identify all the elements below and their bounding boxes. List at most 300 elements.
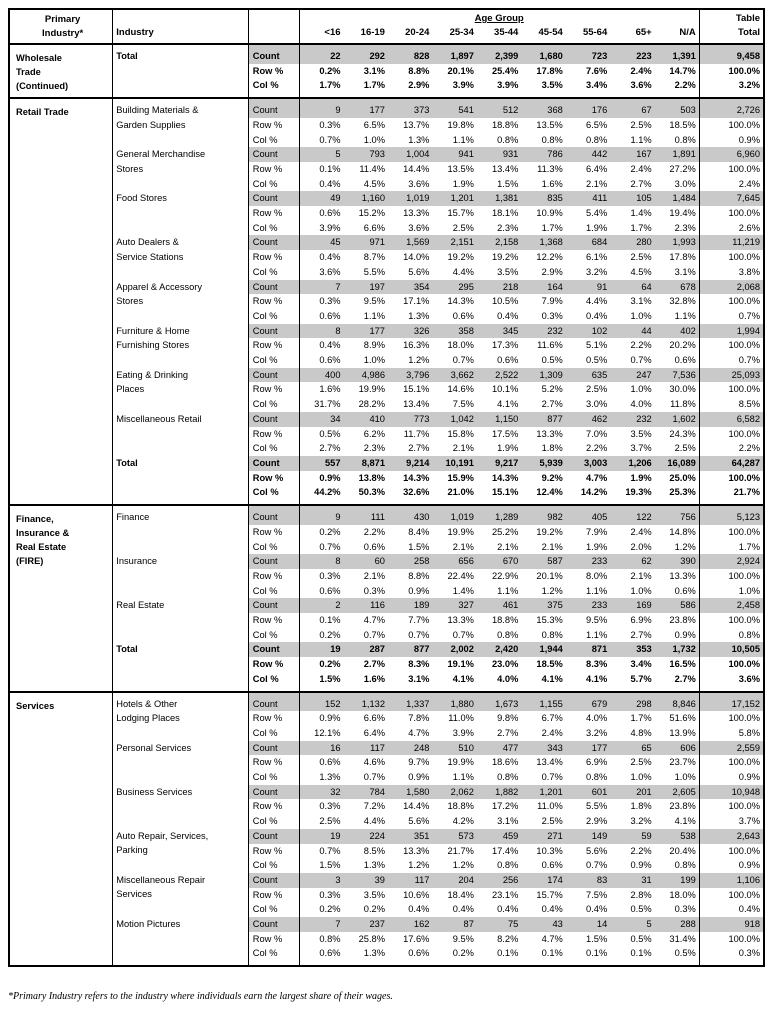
value-cell: 292 bbox=[344, 44, 388, 64]
value-cell: 2.1% bbox=[630, 570, 652, 581]
value-cell: 15.2% bbox=[358, 208, 385, 219]
table-row bbox=[9, 147, 764, 162]
value-cell: 354 bbox=[388, 280, 432, 295]
value-cell: 19.9% bbox=[358, 384, 385, 395]
table-total-cell: 0.7% bbox=[699, 309, 764, 324]
table-row bbox=[9, 280, 764, 295]
table-total-cell: 0.8% bbox=[699, 628, 764, 643]
primary-industry-name-line: Real Estate bbox=[16, 542, 67, 553]
value-cell: 2.1% bbox=[586, 178, 608, 189]
value-cell: 0.4% bbox=[319, 178, 341, 189]
stat-label-cell: Count bbox=[248, 741, 299, 756]
value-cell: 0.8% bbox=[541, 134, 563, 145]
primary-industry-name-line: Trade bbox=[16, 67, 41, 77]
industry-section bbox=[9, 44, 764, 98]
value-cell: 1,337 bbox=[388, 692, 432, 712]
value-cell: 877 bbox=[388, 642, 432, 657]
value-cell: 6.5% bbox=[363, 119, 385, 130]
value-cell: 31 bbox=[610, 873, 654, 888]
value-cell: 102 bbox=[566, 324, 610, 339]
value-cell: 15.7% bbox=[536, 889, 563, 900]
value-cell: 2.9% bbox=[408, 80, 430, 91]
table-total-cell: 10,505 bbox=[699, 642, 764, 657]
value-cell: 2,158 bbox=[477, 235, 521, 250]
value-cell: 4.1% bbox=[541, 673, 563, 684]
value-cell: 1,206 bbox=[610, 456, 654, 471]
value-cell: 25.4% bbox=[491, 65, 519, 76]
value-cell: 25.8% bbox=[358, 933, 385, 944]
age-column-header: 35-44 bbox=[494, 27, 519, 38]
value-cell: 7 bbox=[299, 280, 343, 295]
value-cell: 15.7% bbox=[447, 208, 474, 219]
stat-label-cell: Col % bbox=[248, 770, 299, 785]
value-cell: 8.9% bbox=[363, 340, 385, 351]
value-cell: 358 bbox=[432, 324, 476, 339]
value-cell: 14.3% bbox=[491, 472, 519, 483]
value-cell: 3.9% bbox=[452, 727, 474, 738]
value-cell: 176 bbox=[566, 98, 610, 118]
industry-name-cell bbox=[113, 505, 249, 554]
industry-name-cell bbox=[113, 280, 249, 324]
stat-label-cell: Row % bbox=[248, 888, 299, 903]
stat-label-cell: Count bbox=[248, 829, 299, 844]
value-cell: 411 bbox=[566, 191, 610, 206]
value-cell: 3.6% bbox=[630, 80, 652, 91]
table-total-cell: 100.0% bbox=[699, 799, 764, 814]
value-cell: 45 bbox=[299, 235, 343, 250]
value-cell: 0.8% bbox=[674, 134, 696, 145]
value-cell: 0.3% bbox=[319, 801, 341, 812]
value-cell: 87 bbox=[432, 917, 476, 932]
value-cell: 0.2% bbox=[319, 904, 341, 915]
value-cell: 12.4% bbox=[536, 487, 563, 498]
industry-name-line: Miscellaneous Repair bbox=[116, 874, 206, 885]
value-cell: 6.4% bbox=[363, 727, 385, 738]
value-cell: 7.8% bbox=[408, 713, 430, 724]
stat-label-cell: Count bbox=[248, 873, 299, 888]
value-cell: 7.9% bbox=[541, 296, 563, 307]
stat-label-cell: Row % bbox=[248, 206, 299, 221]
value-cell: 2.7% bbox=[497, 727, 519, 738]
value-cell: 2.2% bbox=[674, 80, 696, 91]
value-cell: 288 bbox=[655, 917, 700, 932]
value-cell: 149 bbox=[566, 829, 610, 844]
table-total-cell: 100.0% bbox=[699, 427, 764, 442]
value-cell: 197 bbox=[344, 280, 388, 295]
value-cell: 117 bbox=[388, 873, 432, 888]
value-cell: 5.2% bbox=[541, 384, 563, 395]
value-cell: 8,846 bbox=[655, 692, 700, 712]
value-cell: 786 bbox=[521, 147, 565, 162]
stat-label-cell: Count bbox=[248, 692, 299, 712]
value-cell: 723 bbox=[566, 44, 610, 64]
value-cell: 4.5% bbox=[630, 266, 652, 277]
value-cell: 11.0% bbox=[537, 801, 563, 812]
value-cell: 1,201 bbox=[521, 785, 565, 800]
value-cell: 14.7% bbox=[669, 65, 696, 76]
value-cell: 224 bbox=[344, 829, 388, 844]
value-cell: 12.1% bbox=[314, 727, 341, 738]
value-cell: 65 bbox=[610, 741, 654, 756]
value-cell: 1.3% bbox=[319, 772, 341, 783]
value-cell: 17.8% bbox=[536, 65, 563, 76]
value-cell: 39 bbox=[344, 873, 388, 888]
value-cell: 7,536 bbox=[655, 368, 700, 383]
value-cell: 18.8% bbox=[491, 615, 519, 626]
value-cell: 0.9% bbox=[630, 860, 652, 871]
value-cell: 19.8% bbox=[447, 119, 474, 130]
value-cell: 477 bbox=[477, 741, 521, 756]
value-cell: 877 bbox=[521, 412, 565, 427]
value-cell: 3.5% bbox=[541, 80, 563, 91]
value-cell: 1.9% bbox=[497, 443, 519, 454]
value-cell: 373 bbox=[388, 98, 432, 118]
table-total-cell: 100.0% bbox=[699, 338, 764, 353]
value-cell: 22.9% bbox=[491, 570, 519, 581]
value-cell: 0.8% bbox=[497, 772, 519, 783]
value-cell: 0.8% bbox=[541, 629, 563, 640]
value-cell: 14 bbox=[566, 917, 610, 932]
table-header bbox=[9, 9, 764, 44]
table-row bbox=[9, 235, 764, 250]
value-cell: 17.2% bbox=[491, 801, 519, 812]
value-cell: 3,662 bbox=[432, 368, 476, 383]
value-cell: 60 bbox=[344, 554, 388, 569]
value-cell: 13.4% bbox=[536, 757, 563, 768]
value-cell: 0.4% bbox=[452, 904, 474, 915]
value-cell: 0.8% bbox=[497, 629, 519, 640]
table-total-cell: 1,106 bbox=[699, 873, 764, 888]
value-cell: 345 bbox=[477, 324, 521, 339]
value-cell: 64 bbox=[610, 280, 654, 295]
value-cell: 0.9% bbox=[319, 472, 341, 483]
table-total-header-line: Table bbox=[699, 9, 764, 25]
table-total-cell: 17,152 bbox=[699, 692, 764, 712]
value-cell: 2.7% bbox=[541, 399, 563, 410]
value-cell: 9.8% bbox=[497, 713, 519, 724]
value-cell: 19 bbox=[299, 642, 343, 657]
value-cell: 0.3% bbox=[674, 904, 696, 915]
value-cell: 0.6% bbox=[319, 948, 341, 959]
stat-label-cell: Row % bbox=[248, 64, 299, 79]
stat-label-cell: Col % bbox=[248, 177, 299, 192]
stat-label-cell: Col % bbox=[248, 628, 299, 643]
value-cell: 0.6% bbox=[319, 310, 341, 321]
value-cell: 0.3% bbox=[363, 585, 385, 596]
value-cell: 10.5% bbox=[491, 296, 519, 307]
value-cell: 2.2% bbox=[363, 526, 385, 537]
value-cell: 2.5% bbox=[452, 222, 474, 233]
industry-name-line: Building Materials & bbox=[116, 105, 199, 116]
value-cell: 0.8% bbox=[497, 860, 519, 871]
value-cell: 2.4% bbox=[541, 727, 563, 738]
value-cell: 0.4% bbox=[586, 904, 608, 915]
value-cell: 15.1% bbox=[403, 384, 430, 395]
value-cell: 3.6% bbox=[408, 178, 430, 189]
value-cell: 8 bbox=[299, 324, 343, 339]
value-cell: 4.7% bbox=[363, 615, 385, 626]
primary-industry-name-line: Wholesale bbox=[16, 53, 62, 63]
value-cell: 402 bbox=[655, 324, 700, 339]
value-cell: 0.8% bbox=[586, 134, 608, 145]
value-cell: 4,986 bbox=[344, 368, 388, 383]
value-cell: 0.9% bbox=[319, 713, 341, 724]
value-cell: 21.0% bbox=[447, 487, 474, 498]
value-cell: 2.8% bbox=[630, 889, 652, 900]
value-cell: 442 bbox=[566, 147, 610, 162]
table-row bbox=[9, 368, 764, 383]
value-cell: 3.4% bbox=[630, 659, 652, 670]
stat-label-cell: Row % bbox=[248, 338, 299, 353]
value-cell: 15.3% bbox=[536, 615, 563, 626]
table-total-cell: 2,924 bbox=[699, 554, 764, 569]
value-cell: 0.5% bbox=[586, 355, 608, 366]
value-cell: 461 bbox=[477, 598, 521, 613]
table-row bbox=[9, 598, 764, 613]
value-cell: 75 bbox=[477, 917, 521, 932]
value-cell: 13.4% bbox=[403, 399, 430, 410]
value-cell: 2,399 bbox=[477, 44, 521, 64]
table-row bbox=[9, 873, 764, 888]
stat-label-cell: Col % bbox=[248, 485, 299, 505]
table-total-cell: 21.7% bbox=[699, 485, 764, 505]
value-cell: 0.1% bbox=[541, 948, 563, 959]
value-cell: 0.5% bbox=[674, 948, 696, 959]
value-cell: 1.0% bbox=[630, 310, 652, 321]
table-total-cell: 100.0% bbox=[699, 250, 764, 265]
value-cell: 5.5% bbox=[586, 801, 608, 812]
value-cell: 0.5% bbox=[319, 428, 341, 439]
stat-label-cell: Row % bbox=[248, 427, 299, 442]
value-cell: 2,151 bbox=[432, 235, 476, 250]
value-cell: 14.2% bbox=[580, 487, 608, 498]
value-cell: 1.1% bbox=[674, 310, 696, 321]
value-cell: 2,420 bbox=[477, 642, 521, 657]
value-cell: 10,191 bbox=[432, 456, 476, 471]
value-cell: 13.3% bbox=[403, 208, 430, 219]
value-cell: 22 bbox=[299, 44, 343, 64]
age-column-header: 45-54 bbox=[538, 27, 563, 38]
value-cell: 4.4% bbox=[586, 296, 608, 307]
value-cell: 18.0% bbox=[447, 340, 474, 351]
value-cell: 152 bbox=[299, 692, 343, 712]
value-cell: 2.5% bbox=[541, 816, 563, 827]
value-cell: 18.5% bbox=[536, 659, 563, 670]
value-cell: 218 bbox=[477, 280, 521, 295]
value-cell: 9 bbox=[299, 505, 343, 525]
table-total-cell: 0.9% bbox=[699, 770, 764, 785]
stat-label-cell: Row % bbox=[248, 294, 299, 309]
industry-name-cell bbox=[113, 598, 249, 642]
value-cell: 656 bbox=[432, 554, 476, 569]
value-cell: 18.6% bbox=[491, 757, 519, 768]
value-cell: 7.5% bbox=[586, 889, 608, 900]
value-cell: 6.2% bbox=[363, 428, 385, 439]
value-cell: 2.5% bbox=[630, 252, 652, 263]
value-cell: 835 bbox=[521, 191, 565, 206]
value-cell: 0.5% bbox=[630, 933, 652, 944]
value-cell: 1.5% bbox=[586, 933, 608, 944]
table-row bbox=[9, 505, 764, 525]
value-cell: 2.7% bbox=[630, 629, 652, 640]
stat-label-cell: Col % bbox=[248, 353, 299, 368]
table-total-cell: 5,123 bbox=[699, 505, 764, 525]
table-total-cell: 100.0% bbox=[699, 613, 764, 628]
table-row bbox=[9, 412, 764, 427]
value-cell: 6.6% bbox=[363, 222, 385, 233]
stat-label-cell: Count bbox=[248, 642, 299, 657]
table-row bbox=[9, 785, 764, 800]
stat-label-cell: Count bbox=[248, 456, 299, 471]
value-cell: 31.7% bbox=[314, 399, 341, 410]
value-cell: 16.3% bbox=[403, 340, 430, 351]
industry-name-cell bbox=[113, 147, 249, 191]
stat-label-cell: Row % bbox=[248, 613, 299, 628]
value-cell: 828 bbox=[388, 44, 432, 64]
table-total-cell: 100.0% bbox=[699, 755, 764, 770]
stat-label-cell: Count bbox=[248, 191, 299, 206]
industry-name-cell bbox=[113, 917, 249, 966]
value-cell: 7.5% bbox=[452, 399, 474, 410]
value-cell: 0.5% bbox=[541, 355, 563, 366]
table-total-cell: 6,582 bbox=[699, 412, 764, 427]
industry-name-line: Stores bbox=[116, 296, 144, 307]
industry-name-line: Insurance bbox=[116, 556, 158, 567]
value-cell: 1.0% bbox=[363, 355, 385, 366]
stat-label-cell: Col % bbox=[248, 309, 299, 324]
primary-industry-header-line: Industry* bbox=[42, 28, 84, 39]
value-cell: 19.1% bbox=[447, 659, 474, 670]
industry-name-line: Services bbox=[116, 889, 152, 900]
value-cell: 8.5% bbox=[363, 845, 385, 856]
value-cell: 3.6% bbox=[319, 266, 341, 277]
value-cell: 0.7% bbox=[363, 772, 385, 783]
age-column-header: 16-19 bbox=[360, 27, 385, 38]
value-cell: 8.2% bbox=[497, 933, 519, 944]
value-cell: 430 bbox=[388, 505, 432, 525]
value-cell: 2.3% bbox=[497, 222, 519, 233]
value-cell: 11.8% bbox=[670, 399, 696, 410]
value-cell: 9.2% bbox=[541, 472, 563, 483]
stat-label-cell: Col % bbox=[248, 221, 299, 236]
industry-name-line: Furniture & Home bbox=[116, 325, 190, 336]
table-total-cell: 100.0% bbox=[699, 471, 764, 486]
value-cell: 410 bbox=[344, 412, 388, 427]
value-cell: 2.5% bbox=[586, 384, 608, 395]
value-cell: 12.2% bbox=[536, 252, 563, 263]
value-cell: 2.5% bbox=[674, 443, 696, 454]
value-cell: 1.5% bbox=[497, 178, 519, 189]
value-cell: 1.8% bbox=[630, 801, 652, 812]
stat-label-cell: Count bbox=[248, 147, 299, 162]
value-cell: 512 bbox=[477, 98, 521, 118]
value-cell: 1.5% bbox=[319, 860, 341, 871]
value-cell: 2.5% bbox=[630, 757, 652, 768]
value-cell: 2.1% bbox=[541, 541, 563, 552]
value-cell: 0.7% bbox=[319, 541, 341, 552]
value-cell: 31.4% bbox=[669, 933, 696, 944]
value-cell: 15.8% bbox=[447, 428, 474, 439]
stat-label-cell: Col % bbox=[248, 78, 299, 98]
value-cell: 2.4% bbox=[630, 163, 652, 174]
value-cell: 0.7% bbox=[586, 860, 608, 871]
value-cell: 5 bbox=[610, 917, 654, 932]
table-total-cell: 100.0% bbox=[699, 64, 764, 79]
value-cell: 0.6% bbox=[408, 948, 430, 959]
value-cell: 871 bbox=[566, 642, 610, 657]
value-cell: 0.4% bbox=[497, 310, 519, 321]
value-cell: 169 bbox=[610, 598, 654, 613]
value-cell: 1.1% bbox=[363, 310, 385, 321]
value-cell: 0.3% bbox=[319, 119, 341, 130]
value-cell: 1,042 bbox=[432, 412, 476, 427]
industry-name-line: Furnishing Stores bbox=[116, 340, 190, 351]
industry-name-line: Service Stations bbox=[116, 251, 184, 262]
value-cell: 117 bbox=[344, 741, 388, 756]
value-cell: 1.7% bbox=[319, 80, 341, 91]
value-cell: 1.2% bbox=[541, 585, 563, 596]
value-cell: 4.1% bbox=[586, 673, 608, 684]
value-cell: 19.9% bbox=[447, 526, 474, 537]
stat-label-cell: Count bbox=[248, 324, 299, 339]
value-cell: 1.9% bbox=[452, 178, 474, 189]
value-cell: 2.1% bbox=[452, 541, 474, 552]
value-cell: 1,484 bbox=[655, 191, 700, 206]
value-cell: 10.6% bbox=[403, 889, 430, 900]
value-cell: 20.1% bbox=[447, 65, 474, 76]
industry-name-cell bbox=[113, 324, 249, 368]
value-cell: 11.0% bbox=[448, 713, 474, 724]
value-cell: 49 bbox=[299, 191, 343, 206]
value-cell: 0.5% bbox=[630, 904, 652, 915]
value-cell: 13.5% bbox=[447, 163, 474, 174]
value-cell: 3.1% bbox=[408, 673, 430, 684]
value-cell: 9.5% bbox=[586, 615, 608, 626]
table-row bbox=[9, 829, 764, 844]
table-row bbox=[9, 191, 764, 206]
value-cell: 1.0% bbox=[630, 772, 652, 783]
stat-label-cell: Row % bbox=[248, 711, 299, 726]
industry-name-cell bbox=[113, 829, 249, 873]
value-cell: 1,368 bbox=[521, 235, 565, 250]
value-cell: 22.4% bbox=[447, 570, 474, 581]
value-cell: 1.9% bbox=[586, 222, 608, 233]
value-cell: 3.9% bbox=[452, 80, 474, 91]
value-cell: 0.8% bbox=[586, 772, 608, 783]
value-cell: 8,871 bbox=[344, 456, 388, 471]
industry-name-cell bbox=[113, 692, 249, 741]
industry-name-cell bbox=[113, 741, 249, 785]
value-cell: 8.3% bbox=[408, 659, 430, 670]
value-cell: 2.7% bbox=[319, 443, 341, 454]
value-cell: 34 bbox=[299, 412, 343, 427]
value-cell: 30.0% bbox=[669, 384, 696, 395]
value-cell: 9.5% bbox=[363, 296, 385, 307]
value-cell: 326 bbox=[388, 324, 432, 339]
industry-section bbox=[9, 98, 764, 505]
value-cell: 14.4% bbox=[403, 801, 430, 812]
stat-label-cell: Col % bbox=[248, 858, 299, 873]
table-total-cell: 6,960 bbox=[699, 147, 764, 162]
stat-header-blank bbox=[248, 9, 299, 44]
stat-label-cell: Col % bbox=[248, 726, 299, 741]
table-row bbox=[9, 741, 764, 756]
value-cell: 4.1% bbox=[674, 816, 696, 827]
value-cell: 9.5% bbox=[452, 933, 474, 944]
age-column-header: 65+ bbox=[635, 27, 652, 38]
value-cell: 43 bbox=[521, 917, 565, 932]
value-cell: 1,150 bbox=[477, 412, 521, 427]
